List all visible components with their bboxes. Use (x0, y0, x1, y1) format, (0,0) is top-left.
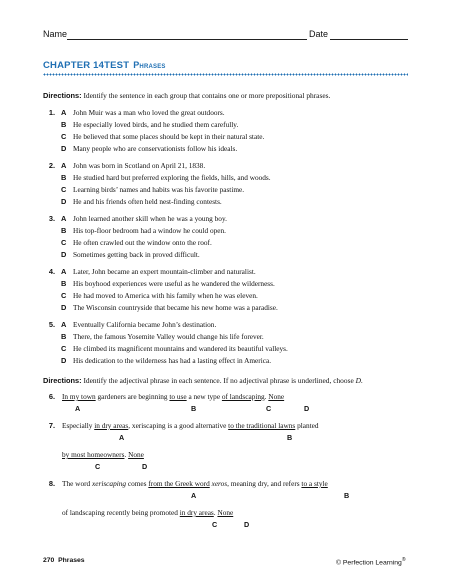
choice-letter[interactable]: D (61, 303, 67, 312)
choice-letter[interactable]: C (61, 185, 67, 194)
choice-a-label[interactable]: A (119, 433, 125, 442)
choice-text: His dedication to the wilderness has had a lasting effect in America. (73, 356, 272, 365)
directions-2 (43, 376, 363, 385)
choice-text: His boyhood experiences were useful as he wandered the wilderness. (73, 279, 275, 288)
choice-text: He and his friends often held nest-finding contests. (73, 197, 222, 206)
sentence-text: of landscaping recently being promoted (62, 508, 180, 517)
directions-choice: D (355, 376, 361, 385)
phrase-c[interactable]: in dry areas (179, 508, 214, 517)
choice-text: Sometimes getting back in proved difficult. (73, 250, 200, 259)
choice-letter[interactable]: D (61, 144, 67, 153)
choice-letter[interactable]: A (61, 161, 67, 170)
directions-1 (43, 91, 330, 100)
name-date-line (43, 29, 413, 43)
question-number: 8. (48, 479, 55, 488)
choice-text: He believed that some places should be kept in their natural state. (73, 132, 265, 141)
italic-term: xeriscaping (92, 479, 127, 488)
choice-letter[interactable]: C (61, 344, 67, 353)
choice-letter[interactable]: D (61, 356, 67, 365)
choice-c-label[interactable]: C (212, 520, 218, 529)
name-field[interactable] (67, 39, 307, 40)
choice-text: His top-floor bedroom had a window he could open. (73, 226, 226, 235)
choice-text: He climbed its magnificent mountains and wandered its beautiful valleys. (73, 344, 288, 353)
choice-text: He studied hard but preferred exploring the fields, hills, and woods. (73, 173, 271, 182)
choice-text: Eventually California became John’s destination. (73, 320, 217, 329)
chapter-heading (43, 60, 166, 71)
italic-term: xeros (211, 479, 228, 488)
dotted-divider (43, 73, 408, 76)
sentence-text: planted (295, 421, 319, 430)
choice-a-label[interactable]: A (191, 491, 197, 500)
question-8-sentence-cont (62, 508, 233, 517)
phrase-d-none[interactable]: None (268, 392, 285, 401)
sentence-text: Especially (62, 421, 95, 430)
choice-b-label[interactable]: B (344, 491, 350, 500)
choice-letter[interactable]: B (61, 173, 67, 182)
choice-letter[interactable]: A (61, 267, 67, 276)
choice-letter[interactable]: D (61, 197, 67, 206)
phrase-b[interactable]: to the traditional lawns (228, 421, 296, 430)
sentence-text: . (264, 392, 269, 401)
phrase-b[interactable]: to use (169, 392, 187, 401)
sentence-text: The word (62, 479, 92, 488)
registered-mark: ® (401, 557, 406, 563)
choice-text: John learned another skill when he was a young boy. (73, 214, 227, 223)
phrase-d-none[interactable]: None (128, 450, 144, 459)
date-label: Date (309, 29, 329, 39)
date-field[interactable] (330, 39, 408, 40)
choice-letter[interactable]: B (61, 332, 67, 341)
phrase-a[interactable]: In my town (62, 392, 96, 401)
choice-letter[interactable]: B (61, 226, 67, 235)
choice-d-label[interactable]: D (244, 520, 250, 529)
sentence-text: comes (126, 479, 149, 488)
phrase-c[interactable]: by most homeowners (62, 450, 125, 459)
choice-text: John Muir was a man who loved the great outdoors. (73, 108, 225, 117)
phrase-a[interactable]: in dry areas (94, 421, 129, 430)
phrase-d-none[interactable]: None (217, 508, 234, 517)
choice-letter[interactable]: B (61, 120, 67, 129)
phrase-b[interactable]: to a style (301, 479, 328, 488)
question-8-sentence (62, 479, 328, 488)
choice-letter[interactable]: A (61, 214, 67, 223)
chapter-subtitle: Phrases (133, 60, 166, 70)
question-number: 6. (48, 392, 55, 401)
phrase-c[interactable]: of landscaping (221, 392, 265, 401)
choice-letter[interactable]: A (61, 108, 67, 117)
choice-letter[interactable]: C (61, 132, 67, 141)
question-7-sentence (62, 421, 319, 430)
question-number: 5. (48, 320, 55, 329)
directions-label: Directions: (43, 376, 82, 385)
choice-b-label[interactable]: B (191, 404, 197, 413)
page-footer-left (43, 557, 85, 564)
choice-d-label[interactable]: D (142, 462, 148, 471)
sentence-text: . (213, 508, 218, 517)
choice-d-label[interactable]: D (304, 404, 310, 413)
name-label: Name (43, 29, 68, 39)
question-number: 1. (48, 108, 55, 117)
choice-text: The Wisconsin countryside that became his new home was a paradise. (73, 303, 278, 312)
question-7-sentence-cont (62, 450, 144, 459)
sentence-text: . (124, 450, 129, 459)
choice-text: He often crawled out the window onto the roof. (73, 238, 212, 247)
choice-text: Learning birds’ names and habits was his favorite pastime. (73, 185, 245, 194)
choice-b-label[interactable]: B (287, 433, 293, 442)
sentence-text: , xeriscaping is a good alternative (128, 421, 229, 430)
choice-letter[interactable]: C (61, 291, 67, 300)
choice-text: Later, John became an expert mountain-climber and naturalist. (73, 267, 256, 276)
choice-text: There, the famous Yosemite Valley would change his life forever. (73, 332, 264, 341)
choice-letter[interactable]: A (61, 320, 67, 329)
question-number: 3. (48, 214, 55, 223)
directions-label: Directions: (43, 91, 82, 100)
sentence-text: gardeners are beginning (95, 392, 170, 401)
choice-text: John was born in Scotland on April 21, 1838. (73, 161, 206, 170)
phrase-a[interactable]: from the Greek word (148, 479, 210, 488)
question-number: 7. (48, 421, 55, 430)
question-number: 4. (48, 267, 55, 276)
sentence-text: , meaning dry, and refers (227, 479, 302, 488)
publisher: © Perfection Learning (336, 559, 402, 567)
question-6-sentence (62, 392, 284, 401)
directions-text: Identify the sentence in each group that contains one or more prepositional phrases. (81, 91, 331, 100)
footer-section: Phrases (58, 557, 85, 564)
question-number: 2. (48, 161, 55, 170)
chapter-title: CHAPTER 14TEST (43, 60, 130, 71)
directions-text: Identify the adjectival phrase in each sentence. If no adjectival phrase is underlined, choose (81, 376, 356, 385)
choice-a-label[interactable]: A (75, 404, 81, 413)
choice-text: He especially loved birds, and he studied them carefully. (73, 120, 239, 129)
choice-text: He had moved to America with his family when he was eleven. (73, 291, 258, 300)
choice-letter[interactable]: B (61, 279, 67, 288)
choice-letter[interactable]: C (61, 238, 67, 247)
choice-text: Many people who are conservationists follow his ideals. (73, 144, 238, 153)
choice-c-label[interactable]: C (95, 462, 101, 471)
page-footer-right (336, 557, 406, 566)
choice-letter[interactable]: D (61, 250, 67, 259)
sentence-text: a new type (186, 392, 222, 401)
page-number: 270 (43, 557, 55, 564)
directions-end: . (360, 376, 363, 385)
choice-c-label[interactable]: C (266, 404, 272, 413)
